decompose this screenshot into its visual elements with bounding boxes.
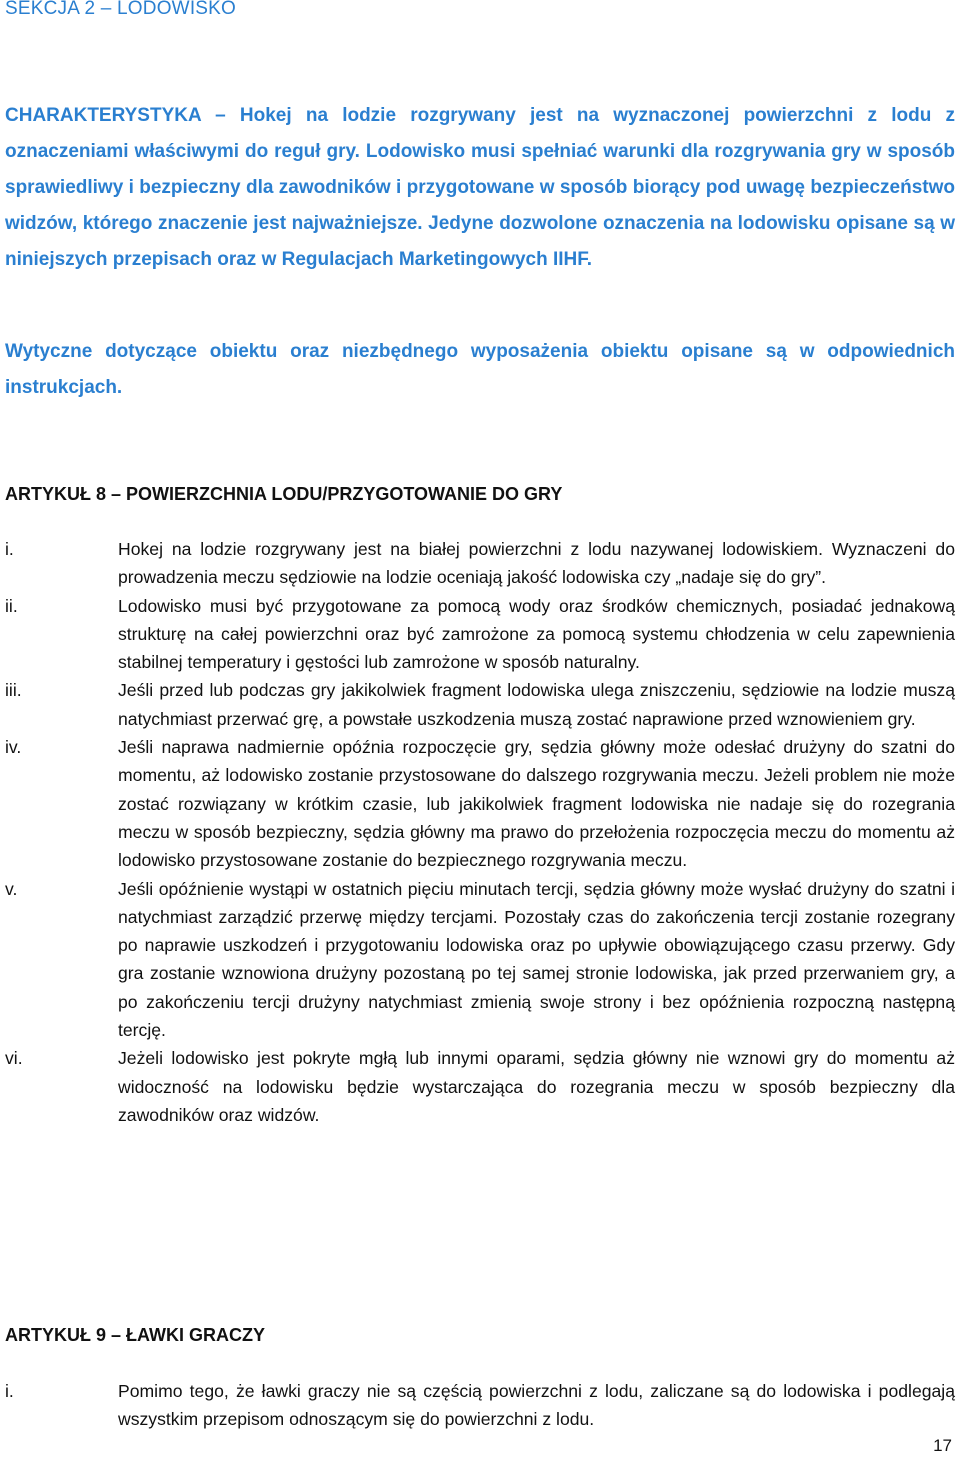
article-9-list: [5, 1377, 955, 1434]
list-item: [5, 733, 955, 874]
item-text: Jeżeli lodowisko jest pokryte mgłą lub innymi oparami, sędzia główny nie wznowi gry do momentu aż widoczność na lodowisku będzie wystarczająca do rozegrania meczu w sposób bezpieczny dla zawodników oraz widzów.: [118, 1048, 955, 1125]
item-text: Jeśli przed lub podczas gry jakikolwiek fragment lodowiska ulega zniszczeniu, sędziowie na lodzie muszą natychmiast przerwać grę, a powstałe uszkodzenia muszą zostać naprawione przed wznowieniem gry.: [118, 680, 955, 729]
list-item: [5, 535, 955, 592]
item-number: v.: [5, 878, 18, 899]
item-number: ii.: [5, 595, 18, 616]
list-item: [5, 1377, 955, 1434]
list-item: [5, 1044, 955, 1129]
item-text: Pomimo tego, że ławki graczy nie są częścią powierzchni z lodu, zaliczane są do lodowiska i podlegają wszystkim przepisom odnoszącym się do powierzchni z lodu.: [118, 1381, 955, 1430]
article-8-title: ARTYKUŁ 8 – POWIERZCHNIA LODU/PRZYGOTOWANIE DO GRY: [5, 484, 563, 504]
item-text: Lodowisko musi być przygotowane za pomocą wody oraz środków chemicznych, posiadać jednakową strukturę na całej powierzchni oraz być zamrożone za pomocą systemu chłodzenia w celu zapewnienia stabilnej temperatury i gęstości lub zamrożone w sposób naturalny.: [118, 595, 955, 673]
section-header: SEKCJA 2 – LODOWISKO: [5, 0, 237, 19]
item-number: vi.: [5, 1048, 23, 1069]
item-number: i.: [5, 1381, 14, 1401]
list-item: [5, 592, 955, 677]
item-text: Jeśli naprawa nadmiernie opóźnia rozpoczęcie gry, sędzia główny może odesłać drużyny do szatni do momentu, aż lodowisko zostanie przystosowane do dalszego rozgrywania meczu. Jeżeli problem nie może zostać rozwiązany w krótkim czasie, lub jakikolwiek fragment lodowiska nie nadaje się do rozegrania meczu w sposób bezpieczny, sędzia główny ma prawo do przełożenia rozpoczęcia meczu do momentu aż lodowisko przystosowane zostanie do bezpiecznego rozgrywania meczu.: [118, 737, 955, 871]
guidelines-paragraph: Wytyczne dotyczące obiektu oraz niezbędnego wyposażenia obiektu opisane są w odpowiednich instrukcjach.: [5, 341, 955, 398]
list-item: [5, 676, 955, 733]
item-text: Jeśli opóźnienie wystąpi w ostatnich pięciu minutach tercji, sędzia główny może wysłać drużyny do szatni i natychmiast zarządzić przerwę między tercjami. Pozostały czas do zakończenia tercji zostanie rozegrany po naprawie uszkodzeń i przygotowaniu lodowiska oraz po upływie obowiązującego czasu przerwy. Gdy gra zostanie wznowiona drużyny pozostaną po tej samej stronie lodowiska, jak przed przerwaniem gry, a po zakończeniu tercji drużyny natychmiast zmienią swoje strony i bez opóźnienia rozpoczną następną tercję.: [118, 878, 955, 1041]
page-number: 17: [933, 1436, 952, 1455]
characteristics-paragraph: CHARAKTERYSTYKA – Hokej na lodzie rozgrywany jest na wyznaczonej powierzchni z lodu z oznaczeniami właściwymi do reguł gry. Lodowisko musi spełniać warunki dla rozgrywania gry w sposób sprawiedliwy i bezpieczny dla zawodników i przygotowane w sposób biorący pod uwagę bezpieczeństwo widzów, którego znaczenie jest najważniejsze. Jedyne dozwolone oznaczenia na lodowisku opisane są w niniejszych przepisach oraz w Regulacjach Marketingowych IIHF.: [5, 105, 955, 270]
item-number: i.: [5, 539, 14, 559]
item-number: iii.: [5, 680, 22, 701]
list-item: [5, 875, 955, 1045]
item-text: Hokej na lodzie rozgrywany jest na białej powierzchni z lodu nazywanej lodowiskiem. Wyznaczeni do prowadzenia meczu sędziowie na lodzie oceniają jakość lodowiska czy „nadaje się do gry”.: [118, 539, 955, 588]
article-9-title: ARTYKUŁ 9 – ŁAWKI GRACZY: [5, 1325, 266, 1345]
article-8-list: [5, 535, 955, 1129]
item-number: iv.: [5, 737, 22, 758]
